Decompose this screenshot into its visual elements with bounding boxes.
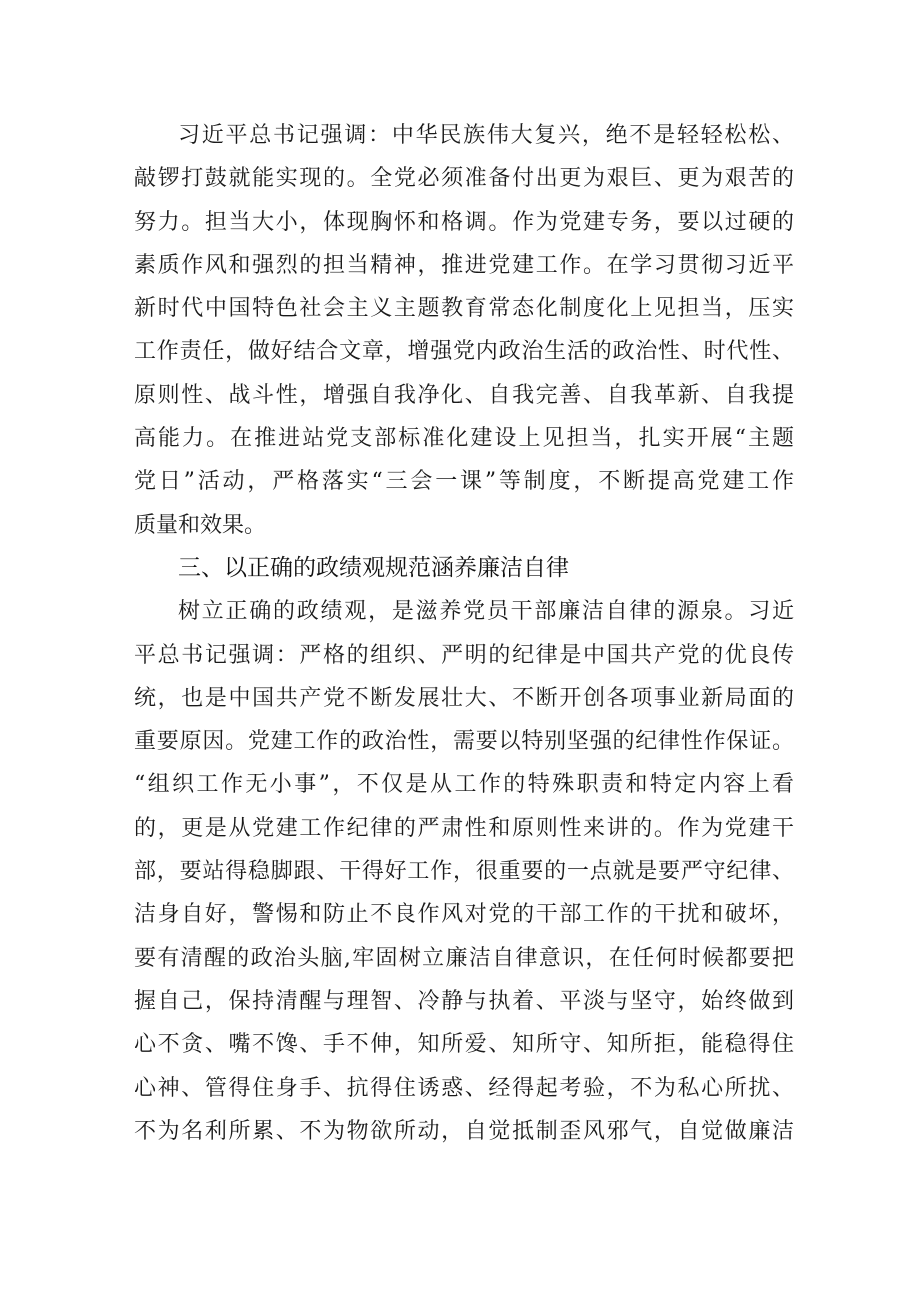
paragraph-line: 不为名利所累、不为物欲所动，自觉抵制歪风邪气，自觉做廉洁: [134, 1118, 794, 1144]
paragraph-line: 素质作风和强烈的担当精神，推进党建工作。在学习贯彻习近平: [134, 252, 794, 278]
paragraph-line: 的，更是从党建工作纪律的严肃性和原则性来讲的。作为党建干: [134, 815, 794, 841]
paragraph-line: 敲锣打鼓就能实现的。全党必须准备付出更为艰巨、更为艰苦的: [134, 166, 794, 192]
paragraph-line: 质量和效果。: [134, 512, 267, 538]
paragraph-line: 统，也是中国共产党不断发展壮大、不断开创各项事业新局面的: [134, 685, 794, 711]
paragraph-line: 努力。担当大小，体现胸怀和格调。作为党建专务，要以过硬的: [134, 209, 794, 235]
paragraph-line: 树立正确的政绩观，是滋养党员干部廉洁自律的源泉。习近: [178, 599, 794, 625]
paragraph-line: 高能力。在推进站党支部标准化建设上见担当，扎实开展“主题: [134, 426, 794, 452]
paragraph-line: 工作责任，做好结合文章，增强党内政治生活的政治性、时代性、: [134, 339, 794, 365]
paragraph-line: 要有清醒的政治头脑,牢固树立廉洁自律意识，在任何时候都要把: [134, 945, 794, 971]
document-body: [134, 114, 794, 1153]
paragraph-line: 习近平总书记强调：中华民族伟大复兴，绝不是轻轻松松、: [178, 123, 794, 148]
section-heading: 三、以正确的政绩观规范涵养廉洁自律: [178, 554, 569, 581]
paragraph-line: 心神、管得住身手、抗得住诱惑、经得起考验，不为私心所扰、: [134, 1075, 794, 1101]
paragraph-line: 党日”活动，严格落实“三会一课”等制度，不断提高党建工作: [134, 469, 794, 495]
paragraph-1: [134, 114, 794, 547]
paragraph-line: 原则性、战斗性，增强自我净化、自我完善、自我革新、自我提: [134, 382, 794, 408]
paragraph-line: 心不贪、嘴不馋、手不伸，知所爱、知所守、知所拒，能稳得住: [134, 1032, 794, 1058]
paragraph-line: 重要原因。党建工作的政治性，需要以特别坚强的纪律性作保证。: [134, 729, 794, 755]
paragraph-line: 新时代中国特色社会主义主题教育常态化制度化上见担当，压实: [134, 296, 794, 322]
paragraph-line: 洁身自好，警惕和防止不良作风对党的干部工作的干扰和破坏，: [134, 902, 794, 928]
paragraph-line: 部，要站得稳脚跟、干得好工作，很重要的一点就是要严守纪律、: [134, 859, 794, 885]
paragraph-line: 平总书记强调：严格的组织、严明的纪律是中国共产党的优良传: [134, 642, 794, 668]
paragraph-line: “组织工作无小事”，不仅是从工作的特殊职责和特定内容上看: [134, 772, 794, 798]
paragraph-line: 握自己，保持清醒与理智、冷静与执着、平淡与坚守，始终做到: [134, 988, 794, 1014]
paragraph-2: [134, 590, 794, 1153]
